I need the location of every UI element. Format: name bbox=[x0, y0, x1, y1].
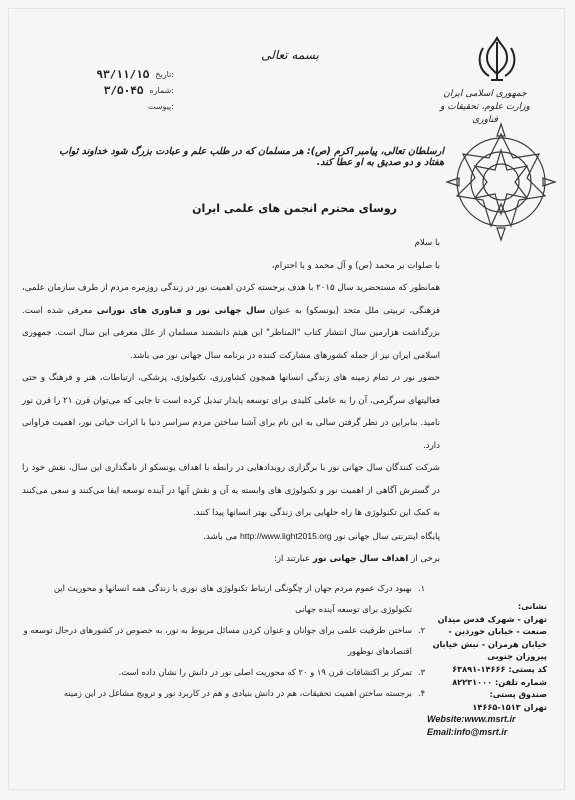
letter-meta bbox=[24, 66, 174, 114]
paragraph-4 bbox=[22, 525, 440, 549]
paragraph-3: شرکت کنندگان سال جهانی نور با برگزاری رویدادهایی در رابطه با اهداف یونسکو از نامگذاری این سال، نقش خود را در گسترش آگاهی از اهمیت نور و تکنولوژی های وابسته به آن و نقش آنها در آینده توسعه ایفا می‌کنند و سعی می‌کنند به کمک این تکنولوژی ها راه حلهایی برای زندگی بهتر انسانها پیدا کنند. bbox=[22, 463, 440, 518]
phone-number: شماره تلفن: ۸۲۲۳۱۰۰۰ bbox=[452, 676, 547, 687]
attachment-row bbox=[24, 98, 174, 114]
paragraph-5-prefix: برخی از bbox=[411, 554, 440, 564]
purposes-list bbox=[22, 578, 432, 704]
list-item-text: تمرکز بر اکتشافات قرن ۱۹ و ۲۰ که محوریت اصلی نور در دانش را نشان داده است. bbox=[118, 667, 412, 677]
list-item-number: ۱. bbox=[418, 583, 426, 593]
paragraph-4-prefix: پایگاه اینترنتی سال جهانی نور bbox=[334, 531, 440, 542]
paragraph-1 bbox=[22, 277, 440, 367]
paragraph-1-part-2: معرفی شده است. بزرگداشت هزارمین سال انتشار کتاب "المناظر" ابن هیثم دانشمند مسلمان از علل معرفی این سال است. جمهوری اسلامی ایران نیز از جمله کشورهای مشارکت کننده در برنامه سال جهانی نور می باشد. bbox=[22, 305, 440, 361]
address-label: نشانی: bbox=[517, 601, 547, 611]
salawat-line: با صلوات بر محمد (ص) و آل محمد و با احترام، bbox=[271, 260, 440, 271]
paragraph-5-bold: اهداف سال جهانی نور bbox=[312, 554, 409, 564]
islamic-rosette-ornament-icon bbox=[441, 120, 561, 245]
greeting: با سلام bbox=[414, 238, 440, 248]
list-item-text: برجسته ساختن اهمیت تحقیقات، هم در دانش بنیادی و هم در کاربرد نور و ترویج مشاغل در این زمینه bbox=[63, 688, 412, 698]
number-row bbox=[24, 82, 174, 98]
recipient-heading: روسای محترم انجمن های علمی ایران bbox=[192, 202, 397, 215]
list-item-text: ساختن ظرفیت علمی برای جوانان و عنوان کردن مسائل مربوط به نور، به خصوص در کشورهای درحال توسعه و اقتصادهای نوظهور bbox=[23, 625, 412, 656]
list-item bbox=[22, 620, 432, 662]
email-link[interactable]: Email:info@msrt.ir bbox=[427, 726, 508, 737]
po-box-value: تهران ۱۵۱۳-۱۴۶۶۵ bbox=[472, 701, 547, 712]
list-item-number: ۳. bbox=[418, 667, 426, 677]
hadith-quote: ارسلطان تعالی، پیامبر اکرم (ص): هر مسلمان که در طلب علم و عبادت بزرگ شود خداوند ثواب هفتاد و دو صدیق به او عطا کند. bbox=[59, 146, 444, 168]
list-item-number: ۴. bbox=[418, 688, 426, 698]
paragraph-4-suffix: می باشد. bbox=[203, 531, 238, 542]
list-item bbox=[22, 683, 432, 704]
list-item-number: ۲. bbox=[418, 625, 426, 635]
number-value: ۳/۵۰۴۵ bbox=[103, 83, 144, 97]
ministry-line-2: وزارت علوم، تحقیقات و فناوری bbox=[440, 102, 530, 125]
po-box-label: صندوق پستی: bbox=[489, 689, 547, 700]
contact-sidebar bbox=[427, 600, 547, 739]
list-item bbox=[22, 662, 432, 683]
paragraph-1-bold: سال جهانی نور و فناوری های نورانی bbox=[96, 305, 266, 316]
light2015-link[interactable]: http://www.light2015.org bbox=[239, 530, 332, 541]
paragraph-5-suffix: عبارتند از: bbox=[274, 554, 311, 564]
list-item-text: بهبود درک عموم مردم جهان از چگونگی ارتباط تکنولوژی های نوری با زندگی همه انسانها و محوریت این تکنولوژی برای توسعه آینده جهانی bbox=[53, 583, 412, 614]
postal-code: کد پستی: ۱۴۶۶۶-۶۳۸۹۱ bbox=[452, 663, 547, 674]
ministry-line-1: جمهوری اسلامی ایران bbox=[443, 89, 527, 99]
number-label: شماره: bbox=[149, 85, 174, 95]
list-item bbox=[22, 578, 432, 620]
attachment-label: پیوست: bbox=[147, 101, 174, 111]
iran-emblem-icon bbox=[473, 34, 521, 86]
basmala-heading: بسمه تعالی bbox=[261, 48, 319, 62]
paragraph-1-part-1: همانطور که مستحضرید سال ۲۰۱۵ با هدف برجسته کردن اهمیت نور در زندگی روزمره مردم از طرف سازمان علمی، فرهنگی، تربیتی ملل متحد (یونسکو) به عنوان bbox=[22, 283, 440, 316]
date-row bbox=[24, 66, 174, 82]
date-label: تاریخ: bbox=[155, 69, 174, 79]
address-text: تهران - شهرک قدس میدان صنعت - خیابان خوردین - خیابان هرمزان - نبش خیابان پیروزان جنوبی bbox=[432, 613, 547, 662]
website-link[interactable]: Website:www.msrt.ir bbox=[427, 714, 516, 725]
paragraph-2: حضور نور در تمام زمینه های زندگی انسانها همچون کشاورزی، تکنولوژی، پزشکی، ارتباطات، هنر و فرهنگ و حتی فعالیتهای سرگرمی، آن را به عاملی کلیدی برای توسعه پایدار تبدیل کرده است تا جایی که می‌توان قرن ۲۱ را قرن نور نامید. بنابراین در نظر گرفتن سالی به این نام برای آشنا ساختن مردم سراسر دنیا با اثرات حیاتی نور، اهمیت فراوانی دارد. bbox=[22, 373, 440, 451]
letter-body bbox=[22, 232, 440, 571]
paragraph-5 bbox=[22, 548, 440, 571]
date-value: ۹۳/۱۱/۱۵ bbox=[96, 67, 150, 81]
